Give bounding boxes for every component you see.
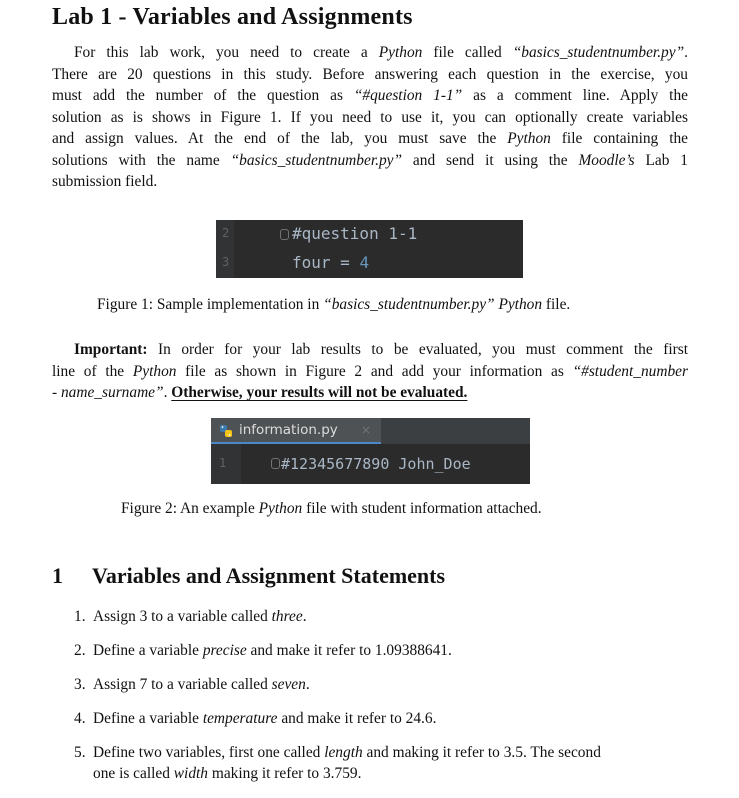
text-run: submission field. <box>52 173 158 190</box>
line-number: 3 <box>222 255 230 269</box>
text-run: Lab 1 <box>634 151 688 169</box>
text-run: “basics_studentnumber.py” <box>323 296 495 313</box>
paragraph-line <box>52 85 688 107</box>
text-run: file called <box>422 44 513 61</box>
paragraph-line <box>52 339 688 361</box>
paragraph-line <box>52 128 688 150</box>
text-run: Figure 1: Sample implementation in <box>97 296 324 313</box>
section-title: Variables and Assignment Statements <box>92 563 446 588</box>
text-run: - name_surname” <box>52 384 164 401</box>
figure-1-code-snippet <box>216 220 523 278</box>
figure-2-caption <box>121 500 542 518</box>
code-number: 4 <box>359 253 370 272</box>
text-run: and send it using the <box>402 151 579 169</box>
question-item <box>74 744 601 762</box>
line-number-gutter <box>211 444 241 484</box>
text-run: Assign 7 to a variable called <box>93 676 272 693</box>
paragraph-line <box>52 64 688 86</box>
code-identifier: four <box>292 253 331 272</box>
text-run: one is called <box>93 765 174 782</box>
paragraph-line <box>52 361 688 383</box>
section-number: 1 <box>52 563 63 588</box>
text-run: Otherwise, your results will not be evaluated. <box>171 384 468 401</box>
text-run: Moodle’s <box>578 151 635 169</box>
question-item <box>74 710 436 728</box>
text-run: . <box>305 676 310 693</box>
figure-2-code-snippet <box>211 418 530 484</box>
question-number: 2. <box>74 642 86 659</box>
text-run: width <box>173 765 208 782</box>
paragraph-line <box>52 150 688 172</box>
text-run: must add the number of the question as <box>52 87 354 104</box>
important-paragraph <box>52 339 688 404</box>
text-run: and make it refer to 1.09388641. <box>246 642 452 659</box>
text-run: precise <box>202 642 247 659</box>
python-file-icon <box>219 424 233 438</box>
paragraph-line <box>52 171 688 193</box>
text-run: seven <box>271 676 306 693</box>
text-run: Python <box>507 130 551 147</box>
text-run: and assign values. At the end of the lab, you must save the <box>52 130 508 147</box>
text-run: “#student_number <box>572 362 688 380</box>
code-operator: = <box>340 253 350 272</box>
question-continuation <box>93 765 361 783</box>
question-number: 1. <box>74 608 86 625</box>
text-run: Python <box>258 500 303 517</box>
text-run: file. <box>542 296 571 313</box>
text-run: “basics_studentnumber.py” <box>230 151 403 169</box>
text-run: . <box>163 384 172 401</box>
text-run: and make it refer to 24.6. <box>277 710 437 727</box>
text-run: Important: <box>74 341 148 358</box>
text-run: For this lab work, you need to create a <box>74 44 379 61</box>
page-title: Lab 1 - Variables and Assignments <box>52 4 413 30</box>
figure-1-caption <box>97 296 570 314</box>
text-run: file as shown in Figure 2 and add your information as <box>176 362 573 380</box>
paragraph-line <box>52 382 688 404</box>
text-run: . <box>684 44 688 61</box>
code-comment-line: #12345677890 John_Doe <box>281 455 471 473</box>
text-run: making it refer to 3.759. <box>208 765 362 782</box>
text-run: Assign 3 to a variable called <box>93 608 272 625</box>
code-comment-line: #question 1-1 <box>292 224 418 243</box>
question-item <box>74 676 310 694</box>
section-heading <box>52 563 445 589</box>
text-run: line of the <box>52 362 133 380</box>
paragraph-line <box>52 42 688 64</box>
editor-tab-bar <box>211 418 530 444</box>
text-run: Define a variable <box>93 642 203 659</box>
question-number: 4. <box>74 710 86 727</box>
question-item <box>74 642 452 660</box>
text-run: There are 20 questions in this study. Before answering each question in the exercise, you <box>52 65 688 83</box>
line-number-gutter <box>216 220 234 278</box>
text-run: Define two variables, first one called <box>93 744 325 761</box>
question-number: 3. <box>74 676 86 693</box>
text-run: file containing the <box>550 130 688 147</box>
code-assignment-line <box>292 253 369 272</box>
editor-tab[interactable] <box>211 418 381 444</box>
text-run: “#question 1-1” <box>353 87 463 104</box>
editor-tab-label: information.py <box>239 422 338 438</box>
text-run: length <box>324 744 363 761</box>
text-run: . <box>302 608 307 625</box>
line-number: 1 <box>219 456 227 470</box>
text-run: In order for your lab results to be evaluated, you must comment the first <box>147 341 688 358</box>
text-run: Python <box>498 296 543 313</box>
close-icon[interactable]: × <box>361 423 372 437</box>
text-run: Define a variable <box>93 710 203 727</box>
text-run: solutions with the name <box>52 151 231 169</box>
text-run: Python <box>132 362 177 380</box>
text-run: and making it refer to 3.5. The second <box>362 744 601 761</box>
line-number: 2 <box>222 226 230 240</box>
text-run: solution as is shows in Figure 1. If you need to use it, you can optionally create variables <box>52 108 688 126</box>
text-run: as a comment line. Apply the <box>462 87 688 104</box>
fold-icon <box>271 458 280 469</box>
question-number: 5. <box>74 744 86 761</box>
paragraph-line <box>52 107 688 129</box>
text-run: Python <box>378 44 423 61</box>
text-run: temperature <box>202 710 278 727</box>
text-run: “basics_studentnumber.py” <box>512 44 685 61</box>
fold-icon <box>280 229 289 240</box>
text-run: Figure 2: An example <box>121 500 259 517</box>
question-item <box>74 608 307 626</box>
text-run: three <box>271 608 303 625</box>
intro-paragraph <box>52 42 688 193</box>
text-run: file with student information attached. <box>302 500 542 517</box>
